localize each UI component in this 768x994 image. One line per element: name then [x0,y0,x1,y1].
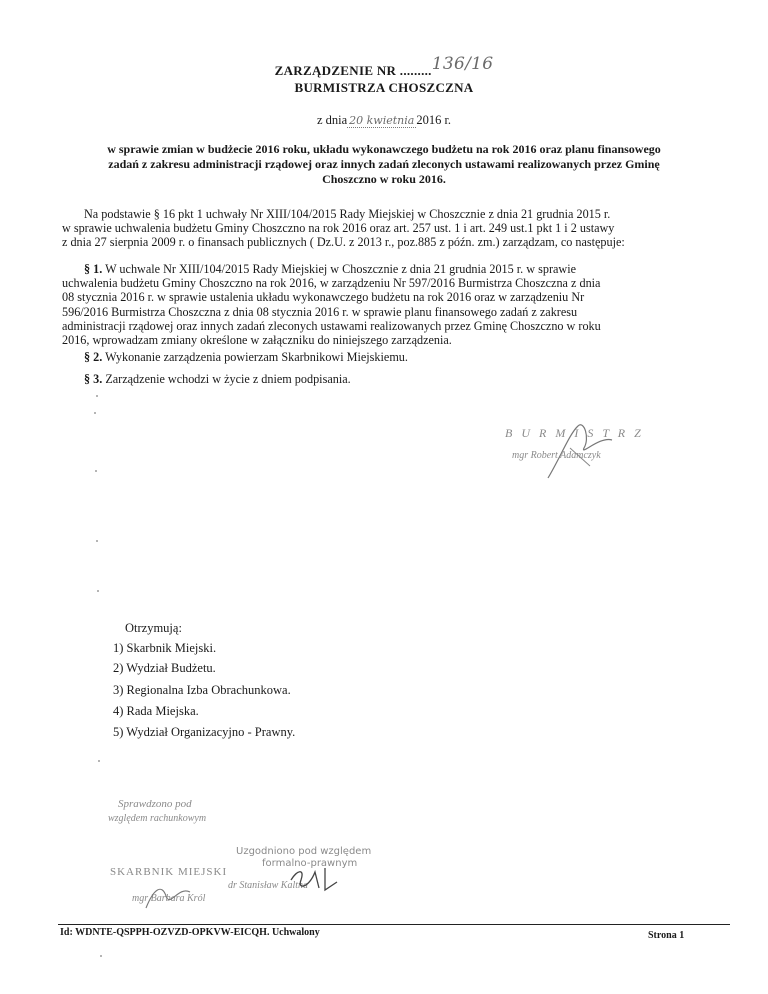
scan-speck [98,760,100,762]
date-suffix: 2016 r. [416,113,452,127]
subject-line: w sprawie zmian w budżecie 2016 roku, układu wykonawczego budżetu na rok 2016 oraz planu finansowego [107,142,661,156]
scan-speck [94,412,96,414]
treasurer-stamp-title: SKARBNIK MIEJSKI [110,866,228,878]
section-1-line: 2016, wprowadzam zmiany określone w załączniku do niniejszego zarządzenia. [62,333,452,348]
scan-speck [100,955,102,957]
title-dots: ......... [399,63,432,78]
treasurer-stamp-name: mgr Barbara Król [132,893,206,904]
scan-speck [96,395,98,397]
section-1-line [62,262,716,276]
recipient-item: 2) Wydział Budżetu. [113,661,216,675]
footer-page-number: Strona 1 [648,930,685,941]
treasurer-signature-icon [140,878,200,918]
legal-stamp-line1: Uzgodniono pod względem [236,846,372,857]
title-prefix: ZARZĄDZENIE NR [274,63,400,78]
document-date [0,113,768,128]
mayor-signature-icon [540,418,620,488]
preamble-line: z dnia 27 sierpnia 2009 r. o finansach publicznych ( Dz.U. z 2013 r., poz.885 z późn. zm.) zarządzam, co następuje: [62,235,625,250]
section-1-line: uchwalenia budżetu Gminy Choszczno na rok 2016, w zarządzeniu Nr 597/2016 Burmistrza Choszczna z dnia [62,276,601,291]
document-number-handwritten: 136/16 [431,54,494,74]
recipient-item: 5) Wydział Organizacyjno - Prawny. [113,725,296,739]
scan-speck [95,470,97,472]
scan-speck [96,540,98,542]
mayor-stamp-title: B U R M I S T R Z [505,426,644,440]
section-1-line: administracji rządowej oraz innych zadań zleconych ustawami realizowanych przez Gminę Choszczno w roku [62,318,601,333]
footer-document-id: Id: WDNTE-QSPPH-OZVZD-OPKVW-EICQH. Uchwalony [60,927,320,938]
legal-stamp-line2: formalno-prawnym [262,858,358,869]
section-1-text: W uchwale Nr XIII/104/2015 Rady Miejskiej w Choszcznie z dnia 21 grudnia 2015 r. w sprawie [102,262,577,276]
document-issuer: BURMISTRZA CHOSZCZNA [294,80,474,95]
checked-stamp-line1: Sprawdzono pod [118,798,192,810]
preamble-line: Na podstawie § 16 pkt 1 uchwały Nr XIII/104/2015 Rady Miejskiej w Choszcznie z dnia 21 grudnia 2015 r. [84,207,611,221]
checked-stamp-line2: względem rachunkowym [108,813,207,824]
section-1-line: 08 stycznia 2016 r. w sprawie ustalenia układu wykonawczego budżetu na rok 2016 oraz w zarządzeniu Nr [62,290,585,305]
document-title [0,54,768,80]
document-subject [0,142,768,187]
footer-divider [58,924,730,925]
section-3-label: § 3. [84,372,103,386]
mayor-stamp-name: mgr Robert Adamczyk [512,450,601,461]
preamble-line: w sprawie uchwalenia budżetu Gminy Choszczno na rok 2016 oraz art. 257 ust. 1 i art. 249 ust.1 pkt 1 i 2 ustawy [62,221,615,236]
section-1-line: 596/2016 Burmistrza Choszczna z dnia 08 stycznia 2016 r. w sprawie planu finansowego zadań z zakresu [62,304,578,319]
section-3-text: Zarządzenie wchodzi w życie z dniem podpisania. [102,372,351,386]
legal-signature-icon [285,858,355,898]
section-2-label: § 2. [84,350,103,364]
legal-stamp-name: dr Stanisław Kaltna [228,880,309,891]
section-3 [84,372,714,386]
recipient-item: 3) Regionalna Izba Obrachunkowa. [113,683,291,697]
recipients-heading: Otrzymują: [125,621,182,635]
section-2 [84,350,714,364]
section-1-label: § 1. [84,262,103,276]
scan-speck [97,590,99,592]
subject-line: Choszczno w roku 2016. [322,172,446,186]
section-2-text: Wykonanie zarządzenia powierzam Skarbnikowi Miejskiemu. [102,350,408,364]
date-prefix: z dnia [316,113,348,127]
section-1 [62,262,716,347]
recipient-item: 1) Skarbnik Miejski. [113,641,217,655]
subject-line: zadań z zakresu administracji rządowej oraz innych zadań zleconych ustawami realizowanych przez Gminę [108,157,660,171]
recipient-item: 4) Rada Miejska. [113,704,199,718]
preamble [62,207,716,250]
date-handwritten: 20 kwietnia [349,114,415,127]
